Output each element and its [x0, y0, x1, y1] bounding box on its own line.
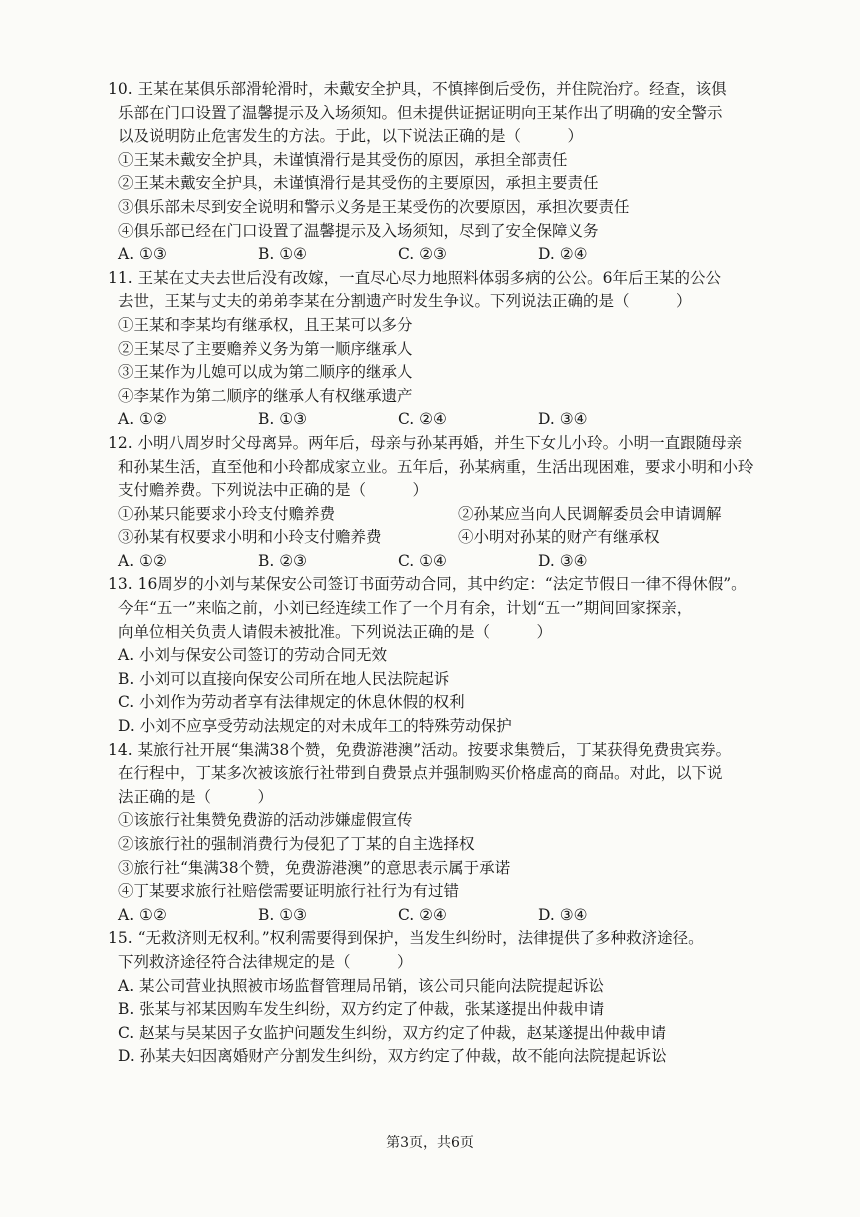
answer-statement: ③王某作为儿媳可以成为第二顺序的继承人: [118, 363, 413, 382]
answer-option: B. ①③: [258, 905, 308, 924]
question-stem-line: 14. 某旅行社开展“集满38个赞，免费游港澳”活动。按要求集赞后，丁某获得免费贵宾券。: [108, 740, 732, 759]
question-stem-line: 法正确的是（ ）: [118, 787, 274, 806]
answer-option: D. ②④: [538, 245, 588, 264]
answer-statement: ①王某未戴安全护具，未谨慎滑行是其受伤的原因，承担全部责任: [118, 150, 568, 169]
answer-option: A. ①②: [118, 551, 167, 570]
answer-option: A. ①③: [118, 245, 167, 264]
answer-statement: B. 张某与祁某因购车发生纠纷，双方约定了仲裁，张某遂提出仲裁申请: [118, 1000, 605, 1019]
answer-option: C. ②④: [398, 905, 447, 924]
answer-statement: ②孙某应当向人民调解委员会申请调解: [458, 504, 722, 523]
question-12: [108, 432, 788, 574]
answer-option: D. ③④: [538, 551, 588, 570]
question-11: [108, 267, 788, 432]
answer-option: C. ①④: [398, 551, 447, 570]
answer-statement: ④小明对孙某的财产有继承权: [458, 528, 660, 547]
question-10: [108, 78, 788, 267]
answer-options: [108, 408, 788, 432]
question-stem-line: 15. “无救济则无权利。”权利需要得到保护，当发生纠纷时，法律提供了多种救济途径。: [108, 929, 704, 948]
question-stem-line: 支付赡养费。下列说法中正确的是（ ）: [118, 481, 429, 500]
answer-statement: ④丁某要求旅行社赔偿需要证明旅行社行为有过错: [118, 882, 460, 901]
answer-statement: ①王某和李某均有继承权，且王某可以多分: [118, 315, 413, 334]
answer-statement: ①孙某只能要求小玲支付赡养费: [118, 504, 336, 523]
question-stem-line: 去世，王某与丈夫的弟弟李某在分割遗产时发生争议。下列说法正确的是（ ）: [118, 292, 692, 311]
answer-statement: ③旅行社“集满38个赞，免费游港澳”的意思表示属于承诺: [118, 858, 511, 877]
question-15: [108, 927, 788, 1069]
answer-statement: B. 小刘可以直接向保安公司所在地人民法院起诉: [118, 669, 450, 688]
answer-option: B. ②③: [258, 551, 308, 570]
answer-option: D. ③④: [538, 905, 588, 924]
answer-statement: ②王某尽了主要赡养义务为第一顺序继承人: [118, 339, 413, 358]
answer-options: [108, 550, 788, 574]
question-stem-line: 10. 王某在某俱乐部滑轮滑时，未戴安全护具，不慎摔倒后受伤，并住院治疗。经查，该俱: [108, 80, 727, 98]
answer-statement: ③俱乐部未尽到安全说明和警示义务是王某受伤的次要原因，承担次要责任: [118, 197, 630, 216]
answer-options: [108, 243, 788, 267]
question-stem-line: 12. 小明八周岁时父母离异。两年后，母亲与孙某再婚，并生下女儿小玲。小明一直跟随母亲: [108, 433, 743, 452]
question-stem-line: 在行程中，丁某多次被该旅行社带到自费景点并强制购买价格虚高的商品。对此，以下说: [118, 764, 723, 783]
answer-option: C. ②③: [398, 245, 447, 264]
answer-option: B. ①③: [258, 410, 308, 429]
answer-statement: ④俱乐部已经在门口设置了温馨提示及入场须知，尽到了安全保障义务: [118, 221, 599, 240]
answer-statement: ②王某未戴安全护具，未谨慎滑行是其受伤的主要原因，承担主要责任: [118, 174, 599, 193]
answer-option: C. ②④: [398, 410, 447, 429]
answer-options: [108, 904, 788, 928]
answer-option: A. ①②: [118, 905, 167, 924]
statement-pair-row: [108, 503, 788, 527]
answer-statement: C. 小刘作为劳动者享有法律规定的休息休假的权利: [118, 693, 465, 712]
answer-option: D. ③④: [538, 410, 588, 429]
question-stem-line: 乐部在门口设置了温馨提示及入场须知。但未提供证据证明向王某作出了明确的安全警示: [118, 103, 723, 122]
page-footer: 第3页，共6页: [386, 1135, 474, 1151]
question-stem-line: 向单位相关负责人请假未被批准。下列说法正确的是（ ）: [118, 622, 553, 641]
question-stem-line: 以及说明防止危害发生的方法。于此，以下说法正确的是（ ）: [118, 127, 584, 146]
question-14: [108, 739, 788, 928]
question-stem-line: 下列救济途径符合法律规定的是（ ）: [118, 952, 413, 971]
question-stem-line: 今年“五一”来临之前，小刘已经连续工作了一个月有余，计划“五一”期间回家探亲，: [118, 599, 693, 618]
answer-statement: ③孙某有权要求小明和小玲支付赡养费: [118, 528, 382, 547]
question-stem-line: 和孙某生活，直至他和小玲都成家立业。五年后，孙某病重，生活出现困难，要求小明和小玲: [118, 457, 754, 476]
question-stem-line: 11. 王某在丈夫去世后没有改嫁，一直尽心尽力地照料体弱多病的公公。6年后王某的公公: [108, 268, 721, 287]
answer-statement: C. 赵某与吴某因子女监护问题发生纠纷，双方约定了仲裁，赵某遂提出仲裁申请: [118, 1023, 667, 1042]
answer-statement: D. 孙某夫妇因离婚财产分割发生纠纷，双方约定了仲裁，故不能向法院提起诉讼: [118, 1047, 667, 1066]
answer-option: A. ①②: [118, 410, 167, 429]
question-list: [108, 78, 788, 1069]
answer-statement: A. 小刘与保安公司签订的劳动合同无效: [118, 646, 388, 665]
answer-option: B. ①④: [258, 245, 308, 264]
question-stem-line: 13. 16周岁的小刘与某保安公司签订书面劳动合同，其中约定：“法定节假日一律不得休假”。: [108, 575, 747, 594]
question-13: [108, 573, 788, 738]
answer-statement: A. 某公司营业执照被市场监督管理局吊销，该公司只能向法院提起诉讼: [118, 976, 605, 995]
answer-statement: ④李某作为第二顺序的继承人有权继承遗产: [118, 386, 413, 405]
statement-pair-row: [108, 526, 788, 550]
answer-statement: ②该旅行社的强制消费行为侵犯了丁某的自主选择权: [118, 835, 475, 853]
answer-statement: ①该旅行社集赞免费游的活动涉嫌虚假宣传: [118, 811, 413, 830]
answer-statement: D. 小刘不应享受劳动法规定的对未成年工的特殊劳动保护: [118, 717, 512, 736]
